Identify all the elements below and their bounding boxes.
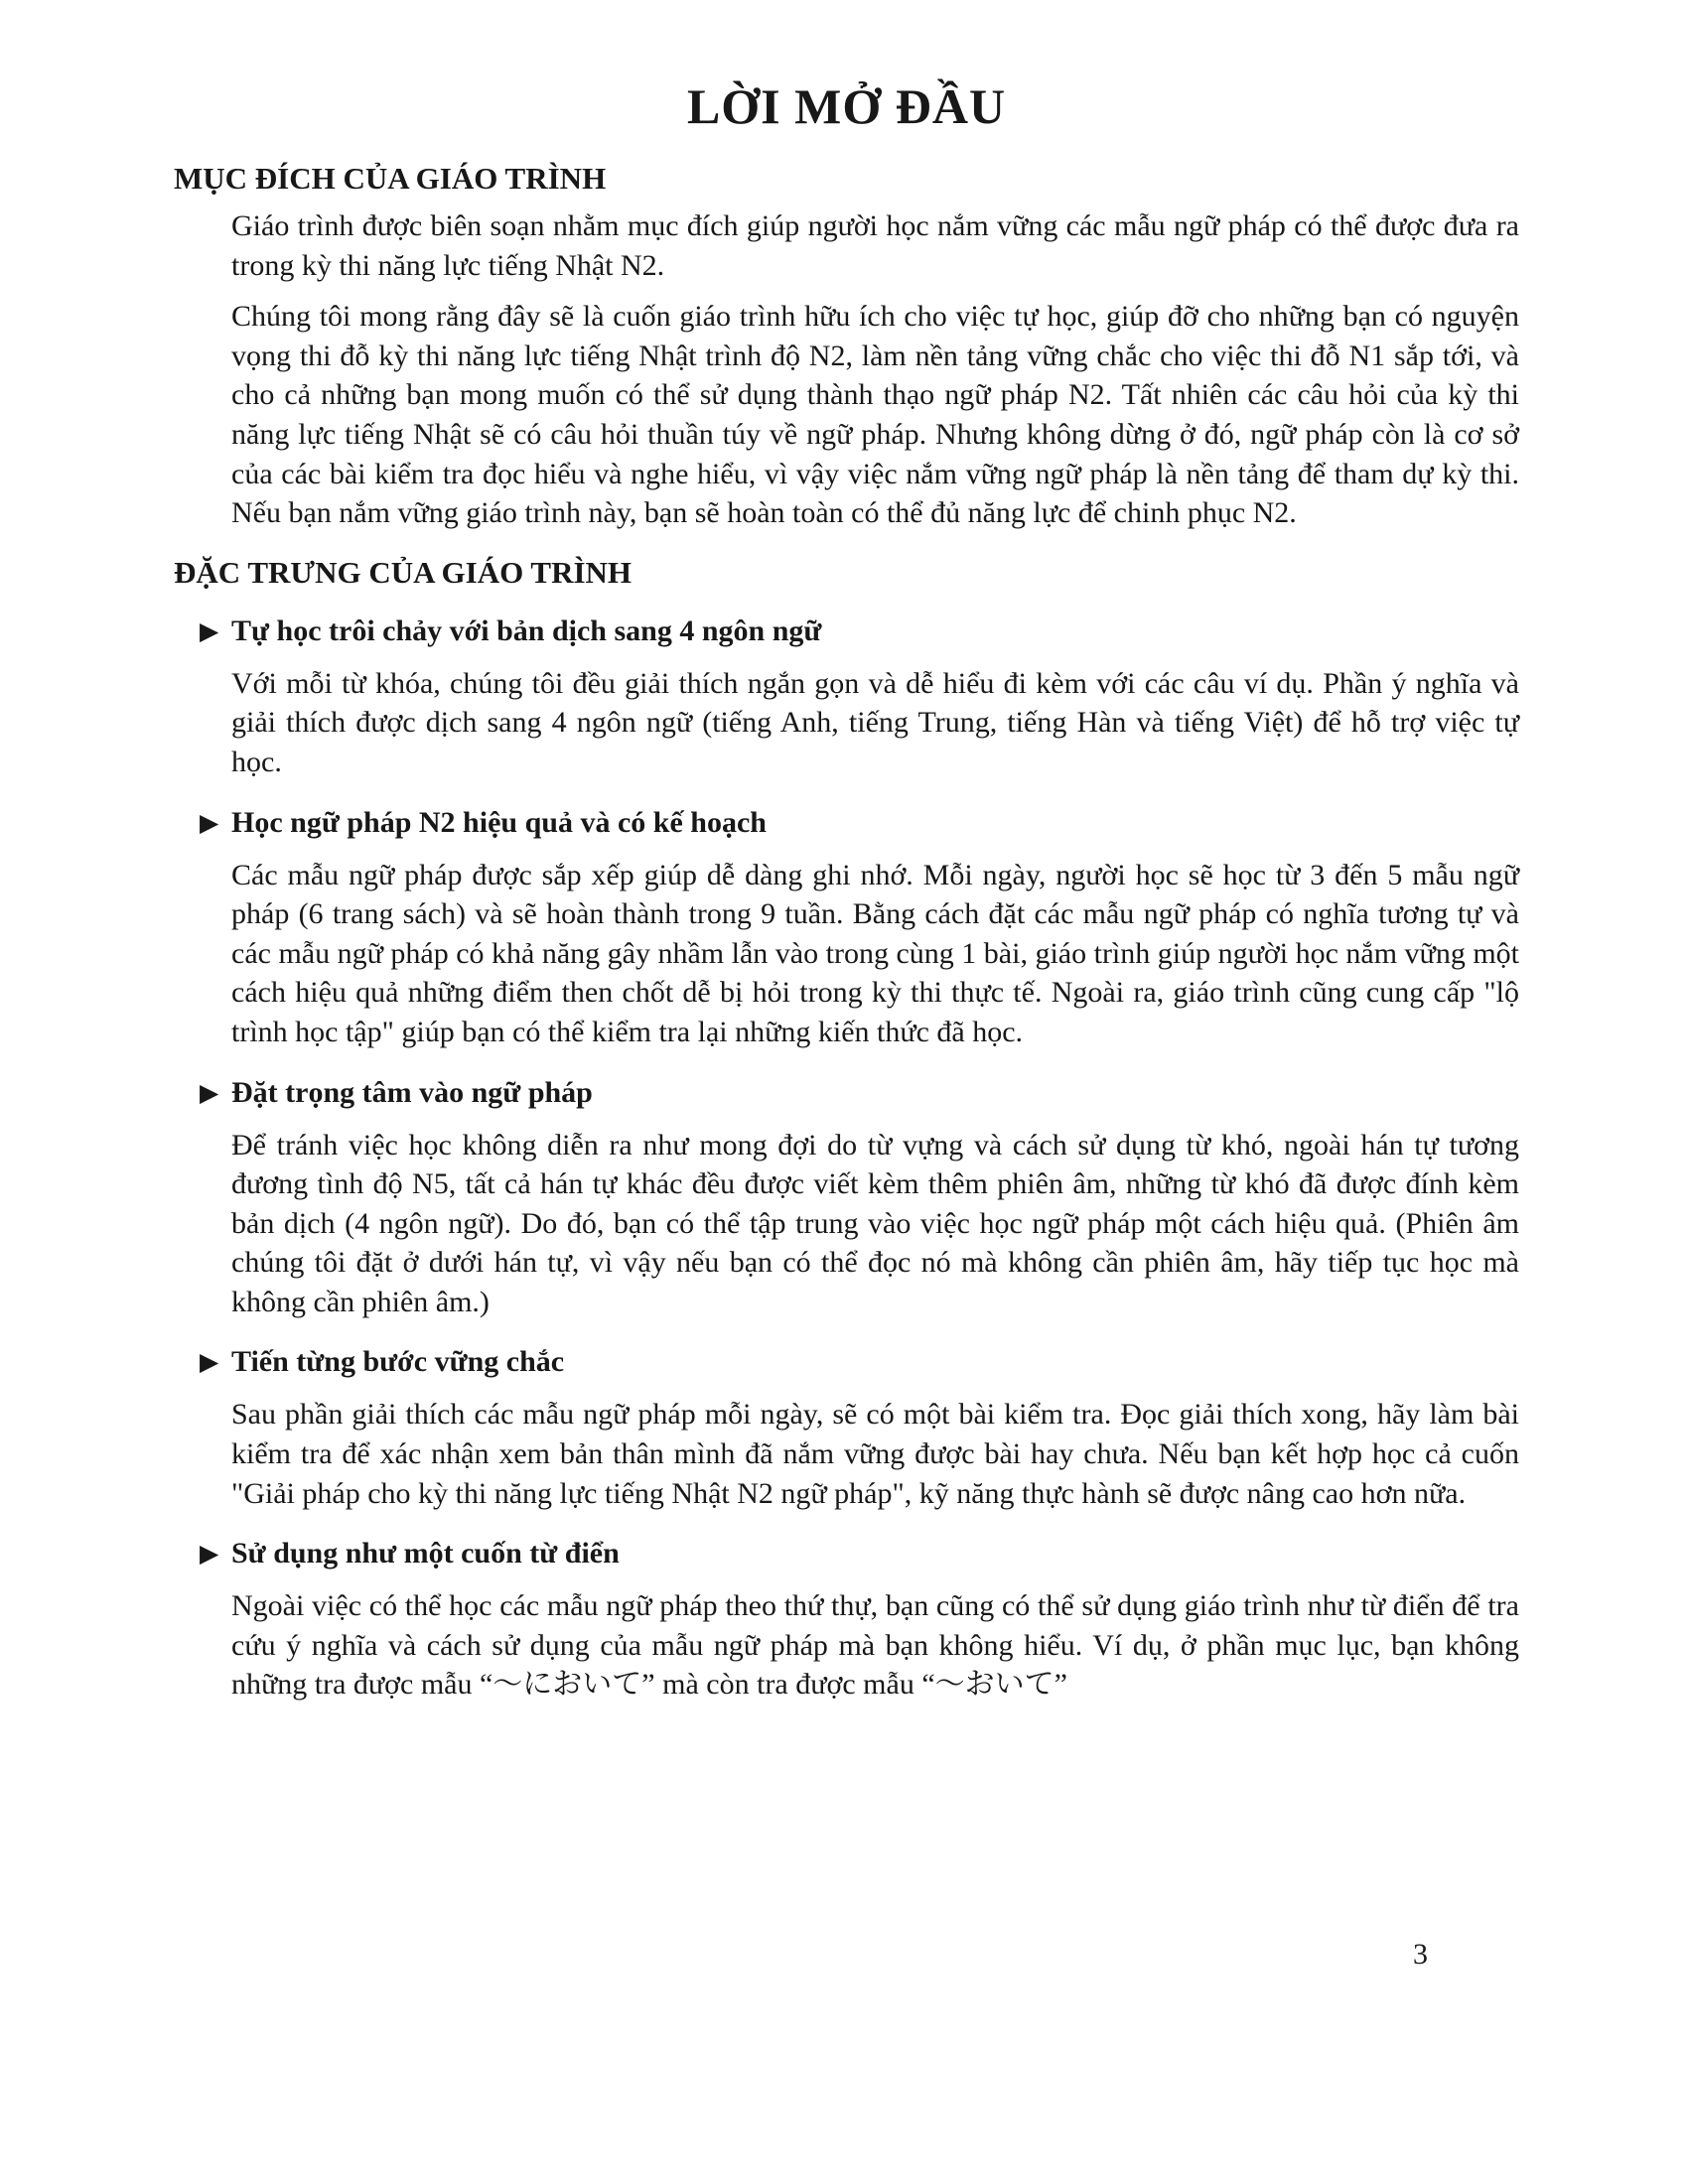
feature-heading [174,1537,1519,1570]
feature-item [174,1537,1519,1705]
feature-label: Tiến từng bước vững chắc [231,1345,565,1379]
feature-item [174,806,1519,1052]
feature-heading [174,806,1519,840]
page-title: LỜI MỞ ĐẦU [686,78,1007,134]
feature-item [174,1345,1519,1513]
feature-body: Ngoài việc có thể học các mẫu ngữ pháp theo thứ thự, bạn cũng có thể sử dụng giáo trình như từ điển để tra cứu ý nghĩa và cách sử dụng của mẫu ngữ pháp mà bạn không hiểu. Ví dụ, ở phần mục lục, bạn không những tra được mẫu “〜において” mà còn tra được mẫu “〜おいて” [231,1589,1519,1702]
section-purpose [174,161,1519,533]
purpose-paragraph: Giáo trình được biên soạn nhằm mục đích giúp người học nắm vững các mẫu ngữ pháp có thể được đưa ra trong kỳ thi năng lực tiếng Nhật N2. [231,209,1519,282]
feature-label: Tự học trôi chảy với bản dịch sang 4 ngôn ngữ [231,614,822,647]
feature-label: Sử dụng như một cuốn từ điển [231,1537,620,1570]
purpose-heading: MỤC ĐÍCH CỦA GIÁO TRÌNH [174,161,607,196]
feature-label: Học ngữ pháp N2 hiệu quả và có kế hoạch [231,805,767,839]
triangle-bullet-icon: ▶ [200,1541,219,1569]
triangle-bullet-icon: ▶ [200,809,219,837]
triangle-bullet-icon: ▶ [200,617,219,645]
feature-item [174,1076,1519,1322]
feature-heading [174,1076,1519,1110]
feature-body: Để tránh việc học không diễn ra như mong đợi do từ vựng và cách sử dụng từ khó, ngoài hán tự tương đương tình độ N5, tất cả hán tự khác đều được viết kèm thêm phiên âm, những từ khó đã được đính kèm bản dịch (4 ngôn ngữ). Do đó, bạn có thể tập trung vào việc học ngữ pháp một cách hiệu quả. (Phiên âm chúng tôi đặt ở dưới hán tự, vì vậy nếu bạn có thể đọc nó mà không cần phiên âm, hãy tiếp tục học mà không cần phiên âm.) [231,1128,1519,1318]
feature-item [174,614,1519,782]
feature-body: Sau phần giải thích các mẫu ngữ pháp mỗi ngày, sẽ có một bài kiểm tra. Đọc giải thích xong, hãy làm bài kiểm tra để xác nhận xem bản thân mình đã nắm vững được bài hay chưa. Nếu bạn kết hợp học cả cuốn "Giải pháp cho kỳ thi năng lực tiếng Nhật N2 ngữ pháp", kỹ năng thực hành sẽ được nâng cao hơn nữa. [231,1398,1519,1510]
section-features [174,555,1519,1705]
triangle-bullet-icon: ▶ [200,1079,219,1107]
feature-heading [174,1345,1519,1379]
triangle-bullet-icon: ▶ [200,1349,219,1377]
feature-body: Các mẫu ngữ pháp được sắp xếp giúp dễ dàng ghi nhớ. Mỗi ngày, người học sẽ học từ 3 đến 5 mẫu ngữ pháp (6 trang sách) và sẽ hoàn thành trong 9 tuần. Bằng cách đặt các mẫu ngữ pháp có nghĩa tương tự và các mẫu ngữ pháp có khả năng gây nhầm lẫn vào trong cùng 1 bài, giáo trình giúp người học nắm vững một cách hiệu quả những điểm then chốt dễ bị hỏi trong kỳ thi thực tế. Ngoài ra, giáo trình cũng cung cấp "lộ trình học tập" giúp bạn có thể kiểm tra lại những kiến thức đã học. [231,858,1519,1048]
feature-body: Với mỗi từ khóa, chúng tôi đều giải thích ngắn gọn và dễ hiểu đi kèm với các câu ví dụ. Phần ý nghĩa và giải thích được dịch sang 4 ngôn ngữ (tiếng Anh, tiếng Trung, tiếng Hàn và tiếng Việt) để hỗ trợ việc tự học. [231,666,1519,778]
feature-heading [174,614,1519,648]
feature-label: Đặt trọng tâm vào ngữ pháp [231,1075,593,1109]
page-number: 3 [1413,1938,1428,1971]
purpose-paragraph: Chúng tôi mong rằng đây sẽ là cuốn giáo trình hữu ích cho việc tự học, giúp đỡ cho những bạn có nguyện vọng thi đỗ kỳ thi năng lực tiếng Nhật trình độ N2, làm nền tảng vững chắc cho việc thi đỗ N1 sắp tới, và cho cả những bạn mong muốn có thể sử dụng thành thạo ngữ pháp N2. Tất nhiên các câu hỏi của kỳ thi năng lực tiếng Nhật sẽ có câu hỏi thuần túy về ngữ pháp. Nhưng không dừng ở đó, ngữ pháp còn là cơ sở của các bài kiểm tra đọc hiểu và nghe hiểu, vì vậy việc nắm vững ngữ pháp là nền tảng để tham dự kỳ thi. Nếu bạn nắm vững giáo trình này, bạn sẽ hoàn toàn có thể đủ năng lực để chinh phục N2. [231,300,1519,530]
features-heading: ĐẶC TRƯNG CỦA GIÁO TRÌNH [174,554,633,590]
